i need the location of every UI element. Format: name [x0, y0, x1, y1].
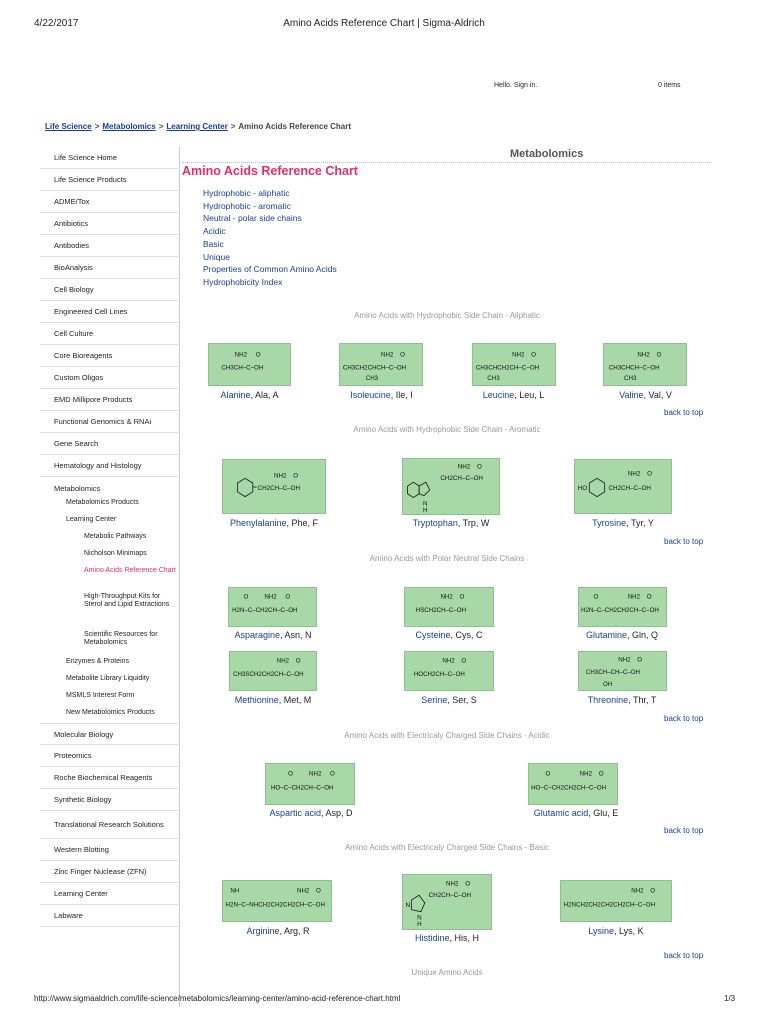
caption-valine: Valine, Val, V [619, 390, 672, 400]
link-valine[interactable]: Valine [619, 390, 644, 400]
sidebar-sub-scientific-resources[interactable]: Scientific Resources for Metabolomics [84, 631, 158, 646]
breadcrumb-separator: > [158, 122, 164, 131]
toc-link-unique[interactable]: Unique [203, 251, 230, 262]
svg-text:HO–C–CH2CH–C–OH: HO–C–CH2CH–C–OH [270, 784, 334, 792]
svg-text:CH2CH–C–OH: CH2CH–C–OH [428, 892, 472, 900]
caption-serine: Serine, Ser, S [421, 695, 477, 705]
section-heading-aromatic: Amino Acids with Hydrophobic Side Chain - Aromatic [353, 425, 541, 434]
svg-text:NH2: NH2 [627, 593, 641, 601]
sidebar-sub-learning-center[interactable]: Learning Center [66, 516, 117, 523]
link-histidine[interactable]: Histidine [414, 933, 450, 943]
sidebar-item-life-science-products[interactable]: Life Science Products [40, 169, 178, 191]
breadcrumb-life-science[interactable]: Life Science [45, 122, 92, 131]
structure-phenylalanine [222, 459, 326, 514]
svg-text:O: O [545, 770, 551, 778]
svg-text:O: O [316, 887, 321, 895]
svg-text:O: O [465, 880, 471, 888]
svg-text:CH3: CH3 [487, 375, 500, 383]
svg-text:NH2: NH2 [440, 593, 453, 601]
section-heading-aliphatic: Amino Acids with Hydrophobic Side Chain - Aliphatic [354, 311, 540, 320]
structure-asparagine [228, 587, 317, 627]
svg-text:HSCH2CH–C–OH: HSCH2CH–C–OH [415, 606, 467, 614]
caption-leucine: Leucine, Leu, L [482, 390, 545, 400]
table-of-contents [203, 187, 337, 289]
sidebar-item-metabolomics[interactable]: Metabolomics [54, 483, 101, 493]
svg-text:NH2: NH2 [446, 880, 459, 888]
sidebar-item-adme-tox[interactable]: ADME/Tox [40, 191, 178, 213]
caption-tryptophan: Tryptophan, Trp, W [412, 518, 490, 528]
section-heading-unique: Unique Amino Acids [411, 968, 483, 977]
link-isoleucine[interactable]: Isoleucine [350, 390, 391, 400]
svg-text:NH2: NH2 [637, 351, 650, 359]
back-to-top-link[interactable]: back to top [664, 951, 704, 960]
svg-text:CH2CH–C–OH: CH2CH–C–OH [440, 475, 483, 483]
svg-text:CH3SCH2CH2CH–C–OH: CH3SCH2CH2CH–C–OH [233, 670, 304, 678]
sidebar-item-antibiotics[interactable]: Antibiotics [40, 213, 178, 235]
section-heading-polar: Amino Acids with Polar Neutral Side Chains [369, 554, 525, 563]
svg-text:NH2: NH2 [631, 887, 644, 895]
sidebar-nav [40, 147, 180, 1007]
page-url: http://www.sigmaaldrich.com/life-science/metabolomics/learning-center/amino-acid-reference-chart.html [34, 994, 401, 1003]
svg-text:N: N [417, 914, 422, 922]
sidebar-item-proteomics[interactable]: Proteomics [40, 745, 178, 767]
svg-text:H2N–C–CH2CH2CH–C–OH: H2N–C–CH2CH2CH–C–OH [581, 606, 659, 614]
back-to-top-link[interactable]: back to top [664, 714, 704, 723]
svg-text:CH3CH–CH–C–OH: CH3CH–CH–C–OH [585, 668, 640, 676]
sidebar-item-gene-search[interactable]: Gene Search [40, 433, 178, 455]
caption-glutamine: Glutamine, Gln, Q [585, 630, 659, 640]
link-methionine[interactable]: Methionine [234, 695, 279, 705]
caption-phenylalanine: Phenylalanine, Phe, F [229, 518, 319, 528]
svg-text:HOCH2CH–C–OH: HOCH2CH–C–OH [413, 670, 465, 678]
back-to-top-link[interactable]: back to top [664, 826, 704, 835]
sidebar-item-synthetic-biology[interactable]: Synthetic Biology [40, 789, 178, 811]
svg-text:CH2CH–C–OH: CH2CH–C–OH [608, 484, 651, 492]
sidebar-item-antibodies[interactable]: Antibodies [40, 235, 178, 257]
svg-text:N: N [405, 901, 411, 909]
link-tryptophan[interactable]: Tryptophan [412, 518, 458, 528]
svg-text:O: O [531, 351, 536, 359]
svg-text:O: O [647, 470, 652, 478]
svg-text:OH: OH [603, 681, 613, 689]
svg-text:NH2: NH2 [309, 770, 322, 778]
cart-items-link[interactable]: 0 items [658, 82, 681, 89]
link-arginine[interactable]: Arginine [246, 926, 280, 936]
sidebar-item-life-science-home[interactable]: Life Science Home [40, 147, 178, 169]
breadcrumb-learning-center[interactable]: Learning Center [166, 122, 228, 131]
svg-text:H2N–C–NHCH2CH2CH2CH–C–OH: H2N–C–NHCH2CH2CH2CH–C–OH [225, 901, 325, 909]
sidebar-item-custom-oligos[interactable]: Custom Oligos [40, 367, 178, 389]
link-glutamic-acid[interactable]: Glutamic acid [533, 808, 589, 818]
svg-text:NH2: NH2 [457, 463, 471, 471]
structure-lysine [560, 880, 672, 922]
section-heading-basic: Amino Acids with Electricaly Charged Side Chains - Basic [344, 843, 550, 852]
svg-text:NH2: NH2 [264, 593, 277, 601]
sidebar-item-learning-center[interactable]: Learning Center [40, 883, 178, 905]
sidebar-item-western-blotting[interactable]: Western Blotting [40, 839, 178, 861]
caption-cysteine: Cysteine, Cys, C [415, 630, 483, 640]
link-glutamine[interactable]: Glutamine [585, 630, 627, 640]
section-tag: Metabolomics [510, 148, 584, 160]
svg-text:NH2: NH2 [618, 656, 631, 664]
caption-alanine: Alanine, Ala, A [220, 390, 279, 400]
sidebar-item-hematology[interactable]: Hematology and Histology [40, 455, 178, 477]
link-phenylalanine[interactable]: Phenylalanine [229, 518, 287, 528]
caption-isoleucine: Isoleucine, Ile, I [350, 390, 413, 400]
svg-text:NH2: NH2 [274, 472, 287, 480]
sidebar-item-translational-research[interactable]: Translational Research Solutions [40, 811, 178, 839]
svg-text:CH3CHCH2CH–C–OH: CH3CHCH2CH–C–OH [475, 364, 540, 372]
caption-threonine: Threonine, Thr, T [587, 695, 657, 705]
section-heading-acidic: Amino Acids with Electricaly Charged Side Chains - Acidic [344, 731, 550, 740]
structure-arginine [222, 880, 332, 922]
sidebar-item-core-bioreagents[interactable]: Core Bioreagents [40, 345, 178, 367]
svg-text:CH3CH–C–OH: CH3CH–C–OH [221, 364, 264, 372]
toc-link-polar[interactable]: Neutral - polar side chains [203, 213, 302, 224]
svg-text:O: O [598, 770, 604, 778]
svg-text:O: O [288, 770, 293, 778]
link-serine[interactable]: Serine [421, 695, 448, 705]
svg-text:H2N–C–CH2CH–C–OH: H2N–C–CH2CH–C–OH [232, 606, 298, 614]
svg-text:H: H [423, 507, 428, 514]
link-asparagine[interactable]: Asparagine [234, 630, 281, 640]
sidebar-item-cell-culture[interactable]: Cell Culture [40, 323, 178, 345]
sidebar-item-molecular-biology[interactable]: Molecular Biology [40, 723, 178, 745]
print-title: Amino Acids Reference Chart | Sigma-Aldrich [283, 18, 485, 29]
structure-isoleucine [339, 343, 423, 386]
svg-text:HO: HO [577, 484, 588, 492]
page-title: Amino Acids Reference Chart [182, 164, 358, 178]
svg-text:O: O [650, 887, 656, 895]
svg-text:H: H [417, 921, 422, 929]
svg-text:NH: NH [230, 887, 240, 895]
sidebar-sub-metabolomics-products[interactable]: Metabolomics Products [66, 499, 139, 506]
link-alanine[interactable]: Alanine [220, 390, 251, 400]
svg-text:NH2: NH2 [512, 351, 525, 359]
caption-tyrosine: Tyrosine, Tyr, Y [592, 518, 654, 528]
sidebar-item-functional-genomics[interactable]: Functional Genomics & RNAi [40, 411, 178, 433]
sidebar-item-zinc-finger[interactable]: Zinc Finger Nuclease (ZFN) [40, 861, 178, 883]
svg-text:NH2: NH2 [297, 887, 310, 895]
structure-cysteine [404, 587, 494, 627]
svg-text:NH2: NH2 [579, 770, 593, 778]
structure-tyrosine [574, 459, 672, 514]
svg-text:NH2: NH2 [627, 470, 641, 478]
caption-methionine: Methionine, Met, M [234, 695, 312, 705]
svg-text:CH3: CH3 [365, 375, 379, 383]
svg-text:O: O [593, 593, 599, 601]
sidebar-sub-metabolite-library[interactable]: Metabolite Library Liquidity [66, 675, 150, 682]
toc-link-properties[interactable]: Properties of Common Amino Acids [203, 264, 337, 275]
structure-leucine [472, 343, 556, 386]
svg-text:NH2: NH2 [276, 657, 290, 665]
svg-text:O: O [330, 770, 335, 778]
toc-link-acidic[interactable]: Acidic [203, 226, 226, 237]
sign-in-link[interactable]: Hello. Sign in. [494, 82, 538, 89]
divider [182, 162, 712, 163]
link-aspartic-acid[interactable]: Aspartic acid [269, 808, 321, 818]
sidebar-item-emd-millipore[interactable]: EMD Millipore Products [40, 389, 178, 411]
sidebar-sub-new-metabolomics[interactable]: New Metabolomics Products [66, 709, 155, 716]
svg-text:CH3CH2CHCH–C–OH: CH3CH2CHCH–C–OH [342, 364, 407, 372]
sidebar-sub-high-throughput-kits[interactable]: High-Throughput Kits for Sterol and Lipid Extractions [84, 593, 170, 608]
toc-link-aliphatic[interactable]: Hydrophobic - aliphatic [203, 188, 290, 198]
link-lysine[interactable]: Lysine [588, 926, 614, 936]
svg-text:O: O [646, 593, 652, 601]
svg-text:O: O [293, 472, 299, 480]
structure-valine [603, 343, 687, 386]
toc-link-aromatic[interactable]: Hydrophobic - aromatic [203, 200, 291, 211]
sidebar-item-cell-biology[interactable]: Cell Biology [40, 279, 178, 301]
link-cysteine[interactable]: Cysteine [415, 630, 451, 640]
structure-alanine [208, 343, 291, 386]
structure-aspartic-acid [265, 763, 355, 805]
svg-text:H2NCH2CH2CH2CH2CH–C–OH: H2NCH2CH2CH2CH2CH–C–OH [563, 901, 656, 909]
svg-text:O: O [637, 656, 643, 664]
sidebar-sub-nicholson-minimaps[interactable]: Nicholson Minimaps [84, 550, 147, 557]
sidebar-item-bioanalysis[interactable]: BioAnalysis [40, 257, 178, 279]
caption-arginine: Arginine, Arg, R [246, 926, 310, 936]
sidebar-item-engineered-cell-lines[interactable]: Engineered Cell Lines [40, 301, 178, 323]
back-to-top-link[interactable]: back to top [664, 537, 704, 546]
svg-text:O: O [243, 593, 249, 601]
link-leucine[interactable]: Leucine [482, 390, 515, 400]
print-date: 4/22/2017 [34, 18, 79, 29]
structure-methionine [229, 651, 317, 691]
link-threonine[interactable]: Threonine [587, 695, 629, 705]
toc-link-basic[interactable]: Basic [203, 238, 224, 249]
back-to-top-link[interactable]: back to top [664, 408, 704, 417]
structure-histidine [402, 874, 492, 930]
svg-text:NH2: NH2 [442, 657, 455, 665]
link-tyrosine[interactable]: Tyrosine [592, 518, 627, 528]
svg-text:O: O [459, 593, 465, 601]
sidebar-sub-amino-acids-chart[interactable]: Amino Acids Reference Chart [84, 567, 176, 574]
structure-serine [404, 651, 494, 691]
svg-text:O: O [285, 593, 291, 601]
breadcrumb-separator: > [94, 122, 100, 131]
svg-text:HO–C–CH2CH2CH–C–OH: HO–C–CH2CH2CH–C–OH [531, 784, 607, 792]
svg-text:CH3CHCH–C–OH: CH3CHCH–C–OH [608, 364, 660, 372]
svg-text:NH2: NH2 [381, 351, 394, 359]
caption-asparagine: Asparagine, Asn, N [234, 630, 312, 640]
svg-text:O: O [400, 351, 405, 359]
breadcrumb-separator: > [230, 122, 236, 131]
svg-text:CH3: CH3 [624, 375, 637, 383]
svg-text:O: O [255, 351, 261, 359]
sidebar-sub-enzymes-proteins[interactable]: Enzymes & Proteins [66, 658, 130, 665]
structure-tryptophan [402, 458, 500, 515]
breadcrumb-metabolomics[interactable]: Metabolomics [102, 122, 156, 131]
page-number: 1/3 [724, 994, 736, 1003]
breadcrumb-current: Amino Acids Reference Chart [238, 122, 352, 131]
svg-text:O: O [656, 351, 662, 359]
caption-aspartic-acid: Aspartic acid, Asp, D [269, 808, 353, 818]
svg-text:O: O [461, 657, 467, 665]
sidebar-sub-metabolic-pathways[interactable]: Metabolic Pathways [84, 533, 147, 540]
caption-histidine: Histidine, His, H [414, 933, 480, 943]
caption-glutamic-acid: Glutamic acid, Glu, E [533, 808, 619, 818]
sidebar-item-labware[interactable]: Labware [40, 905, 178, 927]
caption-lysine: Lysine, Lys, K [588, 926, 644, 936]
svg-text:CH2CH–C–OH: CH2CH–C–OH [257, 484, 300, 492]
svg-text:NH2: NH2 [234, 351, 248, 359]
svg-text:N: N [423, 500, 428, 508]
sidebar-sub-msmls-form[interactable]: MSMLS Interest Form [66, 692, 135, 699]
svg-text:O: O [477, 463, 482, 471]
toc-link-hydrophobicity[interactable]: Hydrophobicity Index [203, 276, 283, 287]
structure-glutamic-acid [528, 763, 618, 805]
structure-glutamine [578, 587, 667, 627]
structure-threonine [578, 651, 667, 691]
svg-text:O: O [295, 657, 301, 665]
breadcrumb [45, 122, 351, 131]
sidebar-item-roche-reagents[interactable]: Roche Biochemical Reagents [40, 767, 178, 789]
